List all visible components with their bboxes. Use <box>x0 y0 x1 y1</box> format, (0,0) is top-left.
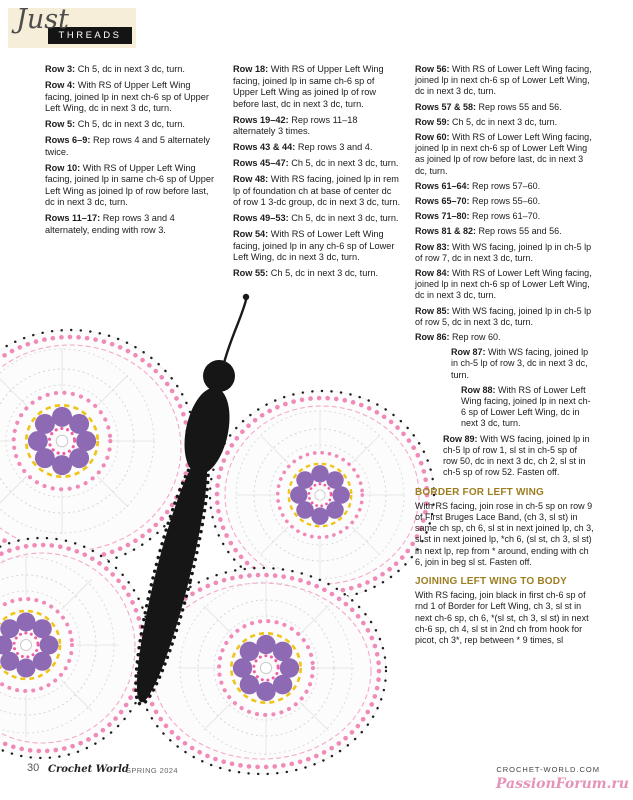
row-label: Row 59: <box>415 116 450 127</box>
pattern-row <box>415 211 594 222</box>
pattern-row <box>233 115 401 138</box>
pattern-row <box>415 181 594 192</box>
pattern-row <box>415 434 594 479</box>
row-text: With RS of Upper Left Wing facing, joined lp in next ch-6 sp of Upper Left Wing, dc in next 3 dc, turn. <box>45 80 209 113</box>
row-text: Ch 5, dc in next 3 dc, turn. <box>77 64 185 74</box>
row-label: Rows 81 & 82: <box>415 226 477 237</box>
pattern-row <box>415 64 594 98</box>
column-1 <box>45 64 217 241</box>
pattern-row <box>45 80 217 115</box>
logo-script-text: Just <box>16 4 69 35</box>
row-text: With RS of Lower Left Wing facing, joined lp in any ch-6 sp of Lower Left Wing, dc in next 3 dc, turn. <box>233 229 395 262</box>
pattern-row <box>45 213 217 236</box>
pattern-row <box>233 213 401 225</box>
pattern-row <box>415 268 594 302</box>
pattern-row <box>233 174 401 209</box>
row-label: Row 54: <box>233 229 269 239</box>
row-label: Row 87: <box>451 347 486 358</box>
upper-right-wing <box>210 391 434 599</box>
pattern-row <box>415 242 594 264</box>
section-heading-border-left-wing: BORDER FOR LEFT WING <box>415 486 544 498</box>
pattern-row <box>415 385 594 430</box>
pattern-row <box>233 268 401 280</box>
website-url: CROCHET-WORLD.COM <box>496 765 600 774</box>
pattern-row <box>233 142 401 154</box>
row-label: Rows 71–80: <box>415 211 470 222</box>
issue-label: SPRING 2024 <box>126 766 178 775</box>
row-text: Rep rows 55 and 56. <box>478 101 562 112</box>
row-label: Rows 49–53: <box>233 213 289 223</box>
row-label: Rows 11–17: <box>45 213 101 223</box>
butterfly-antenna <box>224 300 246 363</box>
row-text: Rep rows 4 and 5 alternately twice. <box>45 135 210 157</box>
row-text: Rep rows 61–70. <box>472 211 541 222</box>
lower-left-wing <box>0 538 150 758</box>
row-label: Row 60: <box>415 132 450 143</box>
row-text: With RS facing, joined lp in rem lp of foundation ch at base of center dc of row 1 3-dc group, dc in next 3 dc, turn. <box>233 174 400 207</box>
row-label: Rows 43 & 44: <box>233 142 296 152</box>
row-label: Row 55: <box>233 268 269 278</box>
watermark: PassionForum.ru <box>495 776 629 792</box>
butterfly-head <box>203 360 235 392</box>
row-label: Row 18: <box>233 64 269 74</box>
row-label: Rows 19–42: <box>233 114 289 125</box>
row-text: Ch 5, dc in next 3 dc, turn. <box>77 119 185 129</box>
row-label: Row 48: <box>233 174 269 184</box>
column-2 <box>233 64 401 284</box>
pattern-row <box>415 347 594 381</box>
row-label: Row 3: <box>45 64 76 74</box>
row-label: Row 5: <box>45 119 76 129</box>
butterfly-photo <box>0 283 440 783</box>
row-text: With RS of Upper Left Wing facing, joined lp in same ch-6 sp of Upper Left Wing as joined lp of row before last, dc in next 3 dc, turn. <box>233 64 384 109</box>
row-text: With RS of Lower Left Wing facing, joined lp in next ch-6 sp of Lower Left Wing, dc in next 3 dc, turn. <box>415 64 592 97</box>
row-text: Ch 5, dc in next 3 dc, turn. <box>291 213 399 223</box>
row-text: Rep rows 57–60. <box>472 180 541 191</box>
row-label: Row 56: <box>415 64 450 74</box>
row-text: Ch 5, dc in next 3 dc, turn. <box>452 116 558 127</box>
row-label: Row 88: <box>461 384 496 395</box>
pattern-row <box>233 229 401 264</box>
row-label: Row 83: <box>415 241 450 252</box>
row-text: With WS facing, joined lp in ch-5 lp of row 5, dc in next 3 dc, turn. <box>415 305 592 327</box>
pattern-row <box>415 226 594 237</box>
row-text: With WS facing, joined lp in ch-5 lp of row 7, dc in next 3 dc, turn. <box>415 241 592 263</box>
pattern-row <box>233 158 401 170</box>
section-body-border-left-wing: With RS facing, join rose in ch-5 sp on row 9 of First Bruges Lace Band, (ch 3, sl st) in same ch sp, ch 6, sl st in next joined lp, ch 3, sl st in next joined lp, *ch 6, (sl st, ch 3, sl st) in next lp, rep from * around, ending with ch 6, join in beg sl st. Fasten off. <box>415 500 594 567</box>
just-threads-logo <box>8 4 136 48</box>
row-label: Rows 61–64: <box>415 180 470 191</box>
row-label: Rows 6–9: <box>45 135 91 145</box>
section-body-joining-left-wing: With RS facing, join black in first ch-6 sp of rnd 1 of Border for Left Wing, ch 3, sl st in next ch-6 sp, ch 6, *(sl st, ch 3, sl st) in next ch-6 sp, ch 4, sl st in 2nd ch from hook for picot, ch 3*, rep between * 9 times, sl <box>415 590 589 645</box>
magazine-title: Crochet World <box>48 764 129 775</box>
row-label: Row 84: <box>415 268 450 279</box>
pattern-row <box>415 117 594 128</box>
row-label: Row 86: <box>415 332 450 343</box>
row-label: Row 85: <box>415 305 450 316</box>
row-text: Ch 5, dc in next 3 dc, turn. <box>270 268 379 278</box>
row-label: Rows 57 & 58: <box>415 101 477 112</box>
pattern-row <box>45 163 217 209</box>
row-text: With WS facing, joined lp in ch-5 lp of row 3, dc in next 3 dc, turn. <box>451 347 589 380</box>
row-label: Rows 65–70: <box>415 196 470 207</box>
logo-block-text: THREADS <box>48 27 132 44</box>
pattern-row <box>415 132 594 177</box>
pattern-row <box>45 64 217 76</box>
row-text: With WS facing, joined lp in ch-5 lp of row 1, sl st in ch-5 sp of row 50, dc in next 3 dc, ch 2, sl st in ch-5 sp of row 52. Fasten off. <box>443 433 590 478</box>
row-text: With RS of Lower Left Wing facing, joined lp in next ch-6 sp of Lower Left Wing, dc in next 3 dc, turn. <box>461 384 591 429</box>
row-text: Rep rows 11–18 alternately 3 times. <box>233 114 358 136</box>
page-number: 30 <box>27 762 40 774</box>
pattern-row <box>45 135 217 158</box>
row-text: Rep rows 55–60. <box>472 196 541 207</box>
row-text: Rep rows 3 and 4. <box>297 142 373 152</box>
pattern-row <box>415 332 594 343</box>
row-label: Rows 45–47: <box>233 158 289 168</box>
row-text: Rep rows 55 and 56. <box>478 226 562 237</box>
pattern-row <box>233 64 401 110</box>
row-label: Row 89: <box>443 433 478 444</box>
pattern-row <box>415 196 594 207</box>
row-label: Row 4: <box>45 80 76 90</box>
row-text: With RS of Lower Left Wing facing, joined lp in next ch-6 sp of Lower Left Wing, dc in next 3 dc, turn. <box>415 268 592 301</box>
pattern-row <box>45 119 217 131</box>
row-text: With RS of Lower Left Wing facing, joined lp in next ch-6 sp of Lower Left Wing as joined lp of row before last, dc in next 3 dc, turn. <box>415 132 592 176</box>
pattern-row <box>415 102 594 113</box>
row-label: Row 10: <box>45 162 81 173</box>
row-text: Rep rows 3 and 4 alternately, ending with row 3. <box>45 213 175 235</box>
pattern-row <box>415 306 594 328</box>
section-heading-joining-left-wing: JOINING LEFT WING TO BODY <box>415 575 568 587</box>
row-text: With RS of Upper Left Wing facing, joined lp in same ch-6 sp of Upper Left Wing as joined lp of row before last, dc in next 3 dc, turn. <box>45 162 215 207</box>
row-text: Ch 5, dc in next 3 dc, turn. <box>291 158 399 168</box>
column-3 <box>415 64 594 650</box>
row-text: Rep row 60. <box>452 332 501 343</box>
